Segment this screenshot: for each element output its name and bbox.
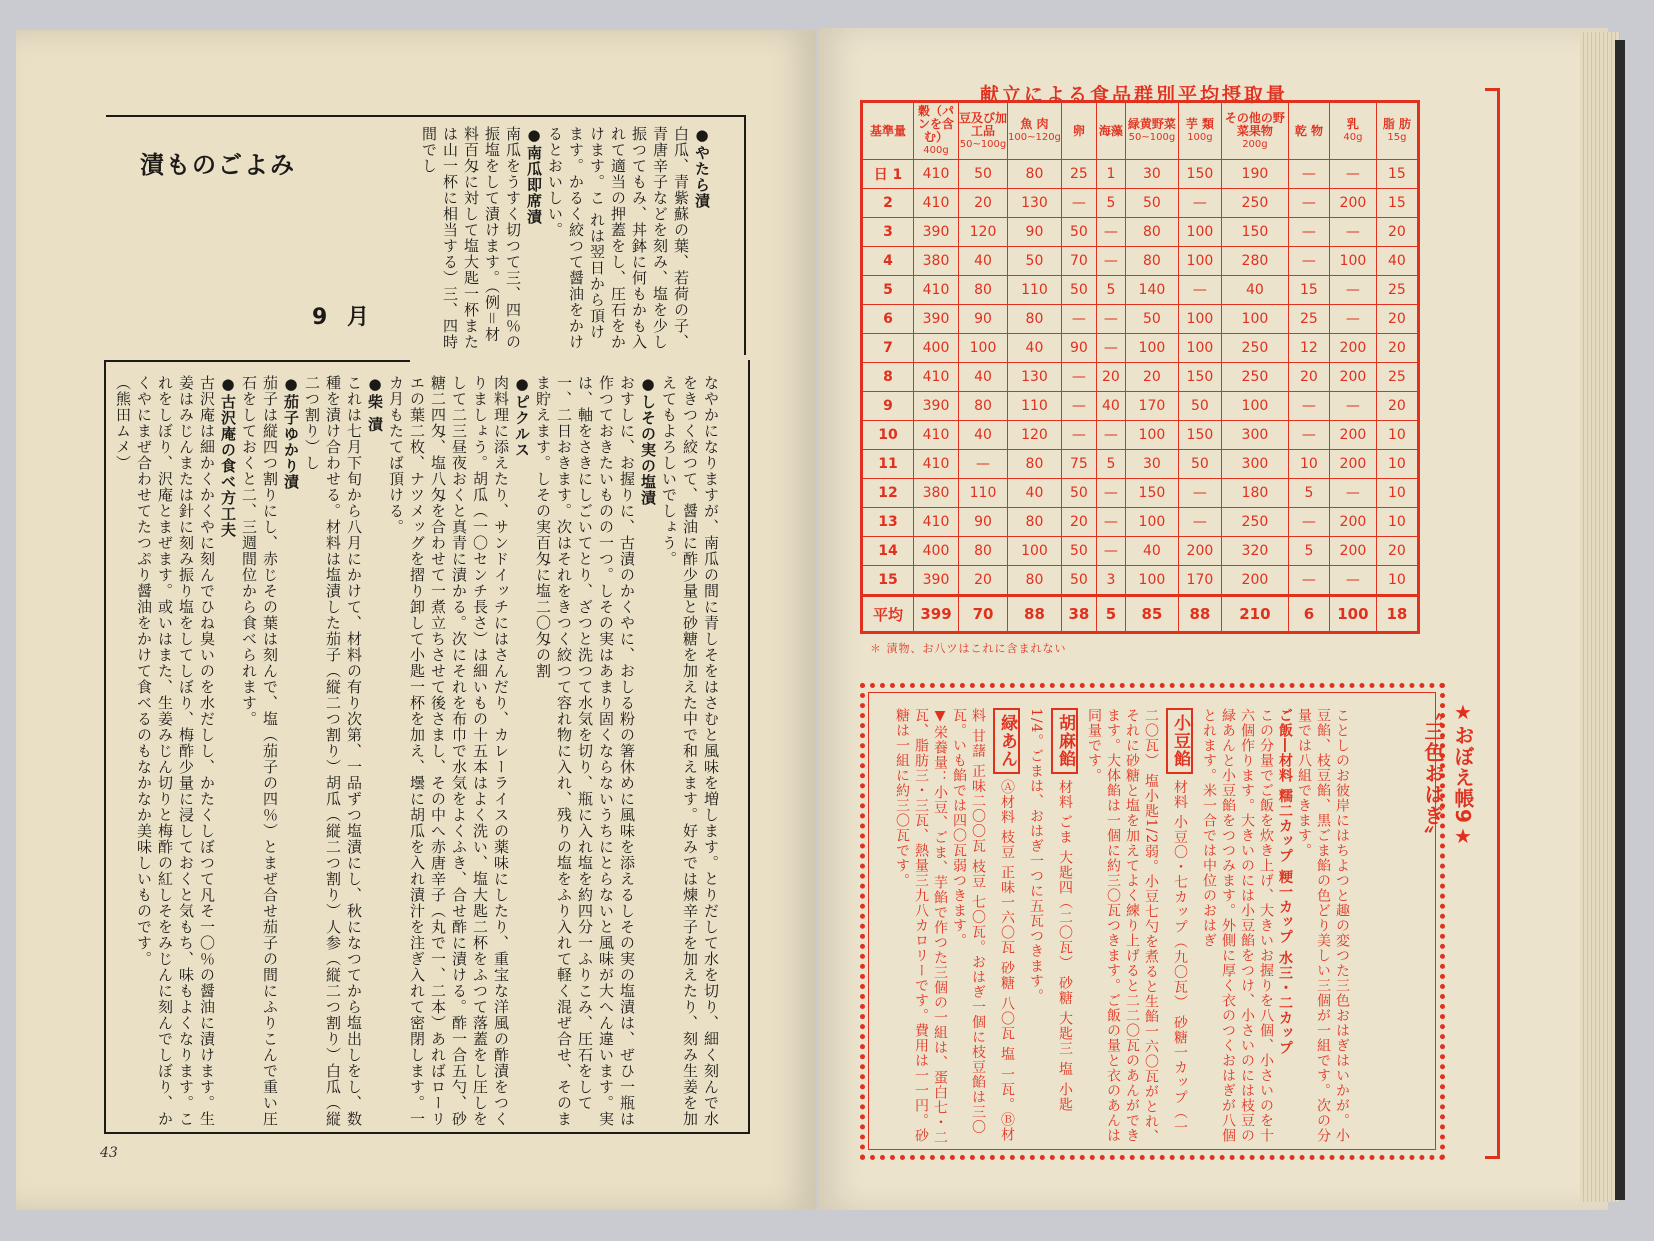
table-row — [862, 160, 1419, 189]
row-label: 12 — [862, 479, 914, 508]
column-header: 脂 肪 15g — [1376, 102, 1418, 160]
table-cell: — — [1329, 160, 1376, 189]
table-cell: — — [1178, 276, 1221, 305]
table-cell: 30 — [1125, 450, 1178, 479]
table-cell: 120 — [959, 218, 1008, 247]
table-cell: 380 — [914, 247, 959, 276]
table-cell: 100 — [1178, 305, 1221, 334]
table-cell: 50 — [1061, 479, 1096, 508]
table-cell: 40 — [959, 247, 1008, 276]
average-cell: 88 — [1008, 596, 1062, 633]
table-cell: 1 — [1096, 160, 1125, 189]
table-cell: 20 — [1376, 334, 1418, 363]
table-cell: — — [1096, 218, 1125, 247]
average-cell: 70 — [959, 596, 1008, 633]
table-cell: — — [1329, 218, 1376, 247]
side-bracket — [1485, 88, 1500, 1159]
table-cell: 150 — [1125, 479, 1178, 508]
table-cell: 410 — [914, 508, 959, 537]
table-row — [862, 479, 1419, 508]
memo-title: ★おぼえ帳9★ — [1451, 700, 1475, 849]
table-cell: 80 — [1125, 247, 1178, 276]
memo-subtitle: 〝三色おはぎ〟 — [1421, 700, 1445, 847]
column-header: その他の野菜果物 200g — [1221, 102, 1288, 160]
row-label: 4 — [862, 247, 914, 276]
table-cell: 70 — [1061, 247, 1096, 276]
table-cell: 80 — [959, 537, 1008, 566]
azuki-label: 小豆餡 — [1166, 708, 1193, 774]
column-header: 海藻 — [1096, 102, 1125, 160]
table-cell: 250 — [1221, 189, 1288, 218]
table-cell: 410 — [914, 160, 959, 189]
memo-heading — [1418, 700, 1478, 960]
table-cell: 410 — [914, 189, 959, 218]
section-body: 白瓜、青紫蘇の葉、若荷の子、青唐辛子などを刻み、塩を少し振つてもみ、丼鉢に何もかも入れて適当の押蓋をし、圧石をかけます。こ れは翌日から頂けます。かるく絞つて醤油をかけるとおいしい。 — [546, 126, 690, 350]
table-cell: 20 — [1376, 392, 1418, 421]
table-cell: — — [1096, 334, 1125, 363]
table-cell: 120 — [1008, 421, 1062, 450]
page-title: 漬ものごよみ — [140, 151, 296, 179]
table-cell: — — [1178, 479, 1221, 508]
memo-text — [892, 708, 1351, 1148]
table-cell: 200 — [1329, 334, 1376, 363]
section-body: 南瓜をうすく切つて三、四％の振塩をして漬けます。（例＝材料百匁に対して塩大匙一杯または山一杯に相当する）三、四時間でし — [420, 126, 522, 350]
table-cell: — — [1288, 421, 1329, 450]
table-cell: 250 — [1221, 363, 1288, 392]
table-cell: 20 — [1376, 305, 1418, 334]
table-cell: 25 — [1376, 363, 1418, 392]
table-cell: 400 — [914, 537, 959, 566]
table-row — [862, 508, 1419, 537]
table-cell: 110 — [1008, 276, 1062, 305]
top-rule — [106, 115, 746, 117]
table-cell: 200 — [1329, 421, 1376, 450]
table-cell: 10 — [1376, 421, 1418, 450]
average-cell: 38 — [1061, 596, 1096, 633]
table-row — [862, 392, 1419, 421]
row-label: 2 — [862, 189, 914, 218]
table-cell: 100 — [1221, 392, 1288, 421]
table-cell: 50 — [1178, 392, 1221, 421]
memo-columns — [892, 708, 1351, 1148]
ryoku-label: 緑あん — [993, 708, 1020, 774]
table-cell: 80 — [1008, 450, 1062, 479]
table-cell: — — [1096, 537, 1125, 566]
table-cell: 10 — [1376, 479, 1418, 508]
section-body: なやかになりますが、南瓜の間に青しそをはさむと風味を増します。とりだして水を切り、細く刻んで水をきつく絞つて、醤油に酢少量と砂糖を加えた中で和えます。好みでは煉辛子を加えたり、刻み生姜を加えてもよろしいでしょう。 — [660, 375, 720, 1127]
table-cell: 20 — [959, 189, 1008, 218]
table-cell: — — [1096, 508, 1125, 537]
table-cell: 80 — [1125, 218, 1178, 247]
table-cell: 80 — [959, 392, 1008, 421]
table-cell: 5 — [1288, 537, 1329, 566]
table-cell: 50 — [1178, 450, 1221, 479]
table-cell: 400 — [914, 334, 959, 363]
table-cell: 3 — [1096, 566, 1125, 596]
table-cell: 80 — [1008, 305, 1062, 334]
table-cell: 390 — [914, 566, 959, 596]
table-cell: 10 — [1376, 566, 1418, 596]
table-cell: 50 — [1061, 566, 1096, 596]
table-cell: 5 — [1096, 189, 1125, 218]
table-title: 献立による食品群別平均摂取量 — [980, 84, 1289, 106]
section-heading: ●茄子ゆかり漬 — [282, 375, 300, 490]
table-note: ＊ 漬物、お八ツはこれに含まれない — [870, 642, 1067, 655]
table-cell: — — [1288, 508, 1329, 537]
table-cell: 20 — [1376, 218, 1418, 247]
table-cell: 50 — [1061, 276, 1096, 305]
gohan-body: この分量でご飯を炊き上げ、大きいお握りを八個、小さいのを十六個作ります。大きいのには小豆餡をつけ、小さいのには枝豆の緑あんと小豆餡をつつみます。外側に厚く衣のつくおはぎが八個とれます。米一合では中位のおはぎ — [1201, 708, 1274, 1143]
table-cell: 90 — [1008, 218, 1062, 247]
table-cell: 10 — [1376, 450, 1418, 479]
table-cell: 180 — [1221, 479, 1288, 508]
table-header-row — [862, 102, 1419, 160]
table-row — [862, 334, 1419, 363]
table-row — [862, 305, 1419, 334]
page-number: 43 — [100, 1145, 118, 1161]
table-cell: 20 — [959, 566, 1008, 596]
table-cell: — — [1288, 189, 1329, 218]
table-cell: 30 — [1125, 160, 1178, 189]
table-cell: — — [1288, 392, 1329, 421]
column-header: 乾 物 — [1288, 102, 1329, 160]
table-cell: 410 — [914, 421, 959, 450]
table-row — [862, 189, 1419, 218]
table-cell: 90 — [959, 508, 1008, 537]
table-cell: — — [1096, 305, 1125, 334]
table-cell: 100 — [1008, 537, 1062, 566]
section-heading: ●ピクルス — [513, 375, 531, 458]
section-heading: ●柴 漬 — [366, 375, 384, 433]
gohan-heading: ご飯―材料 糯二カップ 粳一カップ 水三・二カップ — [1277, 708, 1293, 1056]
table-cell: — — [1178, 508, 1221, 537]
table-row — [862, 537, 1419, 566]
table-cell: 100 — [1125, 421, 1178, 450]
table-cell: 5 — [1288, 479, 1329, 508]
row-label: 7 — [862, 334, 914, 363]
row-label: 15 — [862, 566, 914, 596]
average-row — [862, 596, 1419, 633]
table-body — [862, 160, 1419, 633]
author-credit: （熊田ムメ） — [114, 375, 132, 471]
table-cell: — — [1288, 218, 1329, 247]
table-cell: 130 — [1008, 363, 1062, 392]
goma-label: 胡麻餡 — [1051, 708, 1078, 774]
table-cell: 20 — [1096, 363, 1125, 392]
table-cell: 100 — [1125, 508, 1178, 537]
table-cell: 15 — [1376, 160, 1418, 189]
table-cell: 50 — [1008, 247, 1062, 276]
table-cell: 320 — [1221, 537, 1288, 566]
table-cell: 100 — [1178, 247, 1221, 276]
average-cell: 18 — [1376, 596, 1418, 633]
section-body: おすしに、お握りに、古漬のかくやに、おしる粉の箸休めに風味を添えるしその実の塩漬は、ぜひ一瓶は作つておきたいものの一つ。しその実はあまり固くならないうちにとらないと風味が大へん違います。実は、軸をさきにしごいてとり、ざつと洗つて水気を切り、瓶に入れ塩を約四分一ふりこみ、圧石をして一、二日おきます。次はそれをきつく絞つて容れ物に入れ、残りの塩をふり入れて軽く混ぜ合せ、そのまま貯えます。しその実百匁に塩二〇匁の割 — [534, 375, 636, 1127]
average-cell: 210 — [1221, 596, 1288, 633]
table-cell: — — [1329, 566, 1376, 596]
table-cell: 380 — [914, 479, 959, 508]
table-cell: 390 — [914, 392, 959, 421]
table-cell: 40 — [1376, 247, 1418, 276]
column-header: 芋 類 100g — [1178, 102, 1221, 160]
table-cell: 15 — [1376, 189, 1418, 218]
row-label: 13 — [862, 508, 914, 537]
row-label: 10 — [862, 421, 914, 450]
nutrition-summary: ▼栄養量：小豆、ごま、芋餡で作つた三個の一組は、蛋白七・二瓦、脂肪三・三瓦、熱量三九八カロリーです。費用は一一円。砂糖は一組に約三〇瓦です。 — [894, 708, 948, 1145]
table-cell: 250 — [1221, 334, 1288, 363]
average-cell: 85 — [1125, 596, 1178, 633]
table-row — [862, 218, 1419, 247]
table-cell: — — [1329, 392, 1376, 421]
table-cell: — — [959, 450, 1008, 479]
top-box-border — [744, 115, 746, 355]
section-heading: ●古沢庵の食べ方工夫 — [219, 375, 237, 538]
table-cell: 300 — [1221, 421, 1288, 450]
table-cell: 150 — [1178, 160, 1221, 189]
table-cell: 40 — [1221, 276, 1288, 305]
section-body: 古沢庵は細かくかくやに刻んでひね臭いのを水だしし、かたくしぼつて凡そ一〇％の醤油に漬けます。生姜はみじんまたは針に刻み振り塩をしてしぼり、梅酢少量に浸しておくと気もち、味もよくなります。これをしぼり、沢庵とまぜます。或いはまた、生姜みじん切りと梅酢の紅しそをみじんに刻んでしぼり、かくやにまぜ合わせてたつぷり醤油をかけて食べるのもなかなか美味しいものです。 — [135, 375, 216, 1127]
table-cell: 100 — [1178, 334, 1221, 363]
table-cell: 90 — [1061, 334, 1096, 363]
section-body: これは七月下旬から八月にかけて、材料の有り次第、一品ずつ塩漬にし、秋になつてから塩出しをし、数種を漬け合わせる。材料は塩漬した茄子（縦二つ割り）胡瓜（縦二つ割り）人参（縦二つ割り）白瓜（縦二つ割り）し — [303, 375, 363, 1127]
table-cell: — — [1329, 276, 1376, 305]
average-cell: 6 — [1288, 596, 1329, 633]
table-cell: 25 — [1376, 276, 1418, 305]
table-cell: 40 — [959, 363, 1008, 392]
ryoku-body: Ⓐ材料 枝豆 正味一六〇瓦 砂糖 八〇瓦 塩 一瓦。Ⓑ材料 甘藷 正味二〇〇瓦 枝豆 七〇瓦。おはぎ一個に枝豆餡は三〇瓦。いも餡では四〇瓦弱つきます。 — [951, 708, 1015, 1143]
table-cell: — — [1061, 363, 1096, 392]
azuki-body: 材料 小豆〇・七カップ（九〇瓦） 砂糖一カップ（一二〇瓦） 塩小匙1/2弱。小豆七勺を煮ると生餡一六〇瓦がとれ、それに砂糖と塩を加えてよく練り上げると二二〇瓦のあんができます。大体餡は一個に約三〇瓦つきます。ご飯の量と衣のあんは同量です。 — [1086, 708, 1188, 1144]
memo-intro: ことしのお彼岸にはちよつと趣の変つた三色おはぎはいかが。小豆餡、枝豆餡、黒ごま餡の色どり美しい三個が一組です。次の分量では八組できます。 — [1296, 708, 1350, 1143]
table-cell: 110 — [959, 479, 1008, 508]
table-cell: 75 — [1061, 450, 1096, 479]
table-cell: 170 — [1178, 566, 1221, 596]
table-cell: — — [1288, 160, 1329, 189]
table-row — [862, 363, 1419, 392]
table-cell: — — [1061, 189, 1096, 218]
lower-column — [112, 375, 721, 1135]
table-cell: — — [1096, 479, 1125, 508]
table-cell: — — [1061, 392, 1096, 421]
row-label: 8 — [862, 363, 914, 392]
table-cell: 15 — [1288, 276, 1329, 305]
table-cell: 100 — [1221, 305, 1288, 334]
nutrition-table — [860, 100, 1420, 634]
average-cell: 88 — [1178, 596, 1221, 633]
table-cell: 50 — [1061, 218, 1096, 247]
table-cell: 190 — [1221, 160, 1288, 189]
table-cell: 280 — [1221, 247, 1288, 276]
table-cell: 200 — [1329, 189, 1376, 218]
table-cell: — — [1061, 421, 1096, 450]
table-cell: 150 — [1221, 218, 1288, 247]
goma-body: 材料 ごま 大匙四（二〇瓦） 砂糖 大匙三 塩 小匙1/4。ごまは、おはぎ一つに五瓦つきます。 — [1028, 708, 1073, 1113]
table-cell: 150 — [1178, 363, 1221, 392]
month-label: 9 月 — [312, 305, 375, 330]
table-cell: 20 — [1125, 363, 1178, 392]
table-cell: 100 — [1178, 218, 1221, 247]
table-row — [862, 276, 1419, 305]
table-cell: — — [1288, 247, 1329, 276]
table-cell: 40 — [959, 421, 1008, 450]
table-cell: 200 — [1329, 363, 1376, 392]
column-header: 魚 肉 100~120g — [1008, 102, 1062, 160]
row-label: 9 — [862, 392, 914, 421]
table-cell: 5 — [1096, 450, 1125, 479]
average-cell: 100 — [1329, 596, 1376, 633]
table-cell: 10 — [1376, 508, 1418, 537]
table-cell: 100 — [1125, 334, 1178, 363]
average-cell: 399 — [914, 596, 959, 633]
section-body: 肉料理に添えたり、サンドイッチにはさんだり、カレーライスの薬味にしたり、重宝な洋風の酢漬をつくりましょう。胡瓜（一〇センチ長さ）は細いもの十五本はよく洗い、塩大匙二杯をふつて落蓋をし圧しをして二三昼夜おくと真青に漬かる。次にそれを布巾で水気をよくふき、合せ酢に漬ける。酢一合五勺、砂糖二四匁、塩八匁を合わせて一煮立ちさせて後さまし、その中へ赤唐辛子（丸で一、二本）あればローリエの葉二枚、ナツメッグを摺り卸して小匙一杯を加え、壜に胡瓜を入れ漬汁を注ぎ入れて密閉します。一カ月もたてば頂ける。 — [387, 375, 510, 1127]
table-cell: 10 — [1288, 450, 1329, 479]
table-cell: 250 — [1221, 508, 1288, 537]
section-body: 茄子は縦四つ割りにし、赤じその葉は刻んで、塩（茄子の四％）とまぜ合せ茄子の間にふりこんで重い圧石をしておくと二、三週間位から食べられます。 — [240, 375, 279, 1127]
column-header: 卵 — [1061, 102, 1096, 160]
row-label: 5 — [862, 276, 914, 305]
table-cell: — — [1178, 189, 1221, 218]
column-header: 基準量 — [862, 102, 914, 160]
table-cell: 40 — [1096, 392, 1125, 421]
table-cell: 80 — [959, 276, 1008, 305]
average-cell: 5 — [1096, 596, 1125, 633]
table-cell: 50 — [959, 160, 1008, 189]
table-cell: 50 — [1061, 537, 1096, 566]
table-cell: 200 — [1329, 537, 1376, 566]
table-cell: 12 — [1288, 334, 1329, 363]
table-cell: 200 — [1178, 537, 1221, 566]
table-cell: 20 — [1288, 363, 1329, 392]
table-cell: 140 — [1125, 276, 1178, 305]
table-cell: 40 — [1008, 334, 1062, 363]
table-cell: 40 — [1125, 537, 1178, 566]
table-cell: 390 — [914, 305, 959, 334]
table-cell: 25 — [1061, 160, 1096, 189]
book-cover-edge — [1615, 40, 1625, 1200]
row-label: 日 1 — [862, 160, 914, 189]
table-cell: 80 — [1008, 508, 1062, 537]
table-cell: — — [1329, 479, 1376, 508]
upper-column — [418, 126, 712, 354]
table-cell: 300 — [1221, 450, 1288, 479]
table-cell: — — [1096, 421, 1125, 450]
table-cell: 25 — [1288, 305, 1329, 334]
table-cell: 100 — [959, 334, 1008, 363]
column-header: 豆及び加工品 50~100g — [959, 102, 1008, 160]
table-cell: 40 — [1008, 479, 1062, 508]
table-row — [862, 566, 1419, 596]
row-label: 6 — [862, 305, 914, 334]
table-cell: 410 — [914, 363, 959, 392]
row-label: 11 — [862, 450, 914, 479]
table-cell: 100 — [1329, 247, 1376, 276]
table-cell: 110 — [1008, 392, 1062, 421]
column-header: 穀（パンを含む） 400g — [914, 102, 959, 160]
table-cell: 5 — [1096, 276, 1125, 305]
table-cell: — — [1329, 305, 1376, 334]
table-cell: 50 — [1125, 305, 1178, 334]
table-cell: 80 — [1008, 566, 1062, 596]
table-cell: — — [1061, 305, 1096, 334]
table-cell: 50 — [1125, 189, 1178, 218]
table-cell: 90 — [959, 305, 1008, 334]
table-cell: 410 — [914, 276, 959, 305]
table-row — [862, 421, 1419, 450]
row-label: 3 — [862, 218, 914, 247]
row-label: 14 — [862, 537, 914, 566]
column-header: 緑黄野菜 50~100g — [1125, 102, 1178, 160]
table-cell: 200 — [1329, 508, 1376, 537]
section-heading: ●しその実の塩漬 — [639, 375, 657, 506]
table-cell: 200 — [1329, 450, 1376, 479]
table-cell: 100 — [1125, 566, 1178, 596]
table-row — [862, 247, 1419, 276]
table-cell: 80 — [1008, 160, 1062, 189]
table-cell: 410 — [914, 450, 959, 479]
table-cell: — — [1096, 247, 1125, 276]
column-header: 乳 40g — [1329, 102, 1376, 160]
section-heading: ●南瓜即席漬 — [525, 126, 543, 225]
table-cell: 150 — [1178, 421, 1221, 450]
table-row — [862, 450, 1419, 479]
table-cell: 390 — [914, 218, 959, 247]
page-edges — [1580, 32, 1620, 1202]
table-cell: 20 — [1376, 537, 1418, 566]
table-cell: 130 — [1008, 189, 1062, 218]
table-cell: — — [1288, 566, 1329, 596]
table-cell: 20 — [1061, 508, 1096, 537]
table-cell: 200 — [1221, 566, 1288, 596]
section-heading: ●やたら漬 — [693, 126, 711, 209]
average-label: 平均 — [862, 596, 914, 633]
table-cell: 170 — [1125, 392, 1178, 421]
